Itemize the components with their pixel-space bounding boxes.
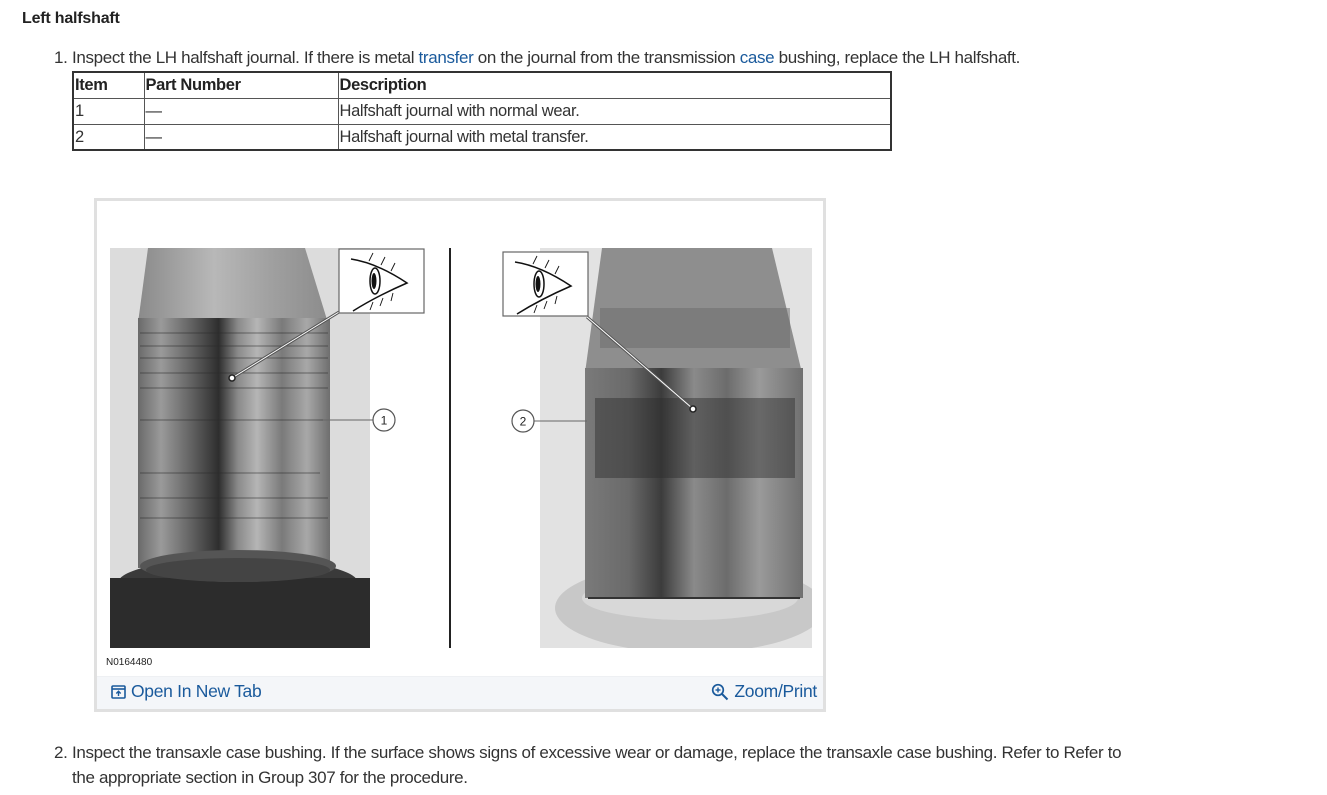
column-header-item: Item: [73, 72, 144, 98]
eye-view-icon: [503, 252, 588, 316]
transfer-link[interactable]: transfer: [418, 48, 474, 67]
open-new-tab-icon: [111, 685, 126, 699]
step-1: [54, 45, 1020, 70]
cell-description: Halfshaft journal with metal transfer.: [338, 124, 891, 150]
step-number: 2.: [54, 743, 68, 762]
svg-text:1: 1: [380, 413, 388, 428]
figure-action-bar: [97, 676, 823, 709]
table-row: [73, 98, 891, 124]
figure-image[interactable]: [97, 201, 823, 676]
step-2: [54, 740, 1234, 790]
zoom-print-label: Zoom/Print: [734, 681, 817, 701]
column-header-description: Description: [338, 72, 891, 98]
cell-description: Halfshaft journal with normal wear.: [338, 98, 891, 124]
table-row: [73, 124, 891, 150]
case-link[interactable]: case: [739, 48, 775, 67]
cell-item: 2: [73, 124, 144, 150]
parts-table: [72, 71, 892, 151]
figure-id: N0164480: [106, 657, 153, 668]
zoom-in-icon: [711, 683, 729, 701]
step-text: on the journal from the transmission: [473, 48, 740, 67]
cell-part-number: —: [144, 124, 338, 150]
cell-part-number: —: [144, 98, 338, 124]
svg-text:2: 2: [519, 414, 527, 429]
cell-item: 1: [73, 98, 144, 124]
step-text: Inspect the transaxle case bushing. If the surface shows signs of excessive wear or damage, replace the transaxle case bushing. Refer to Refer to: [72, 743, 1122, 762]
step-number: 1.: [54, 48, 68, 67]
open-in-new-tab-button[interactable]: [111, 681, 261, 702]
table-header-row: [73, 72, 891, 98]
step-text: bushing, replace the LH halfshaft.: [774, 48, 1021, 67]
zoom-print-button[interactable]: [711, 681, 817, 702]
column-header-part-number: Part Number: [144, 72, 338, 98]
open-in-new-tab-label: Open In New Tab: [131, 681, 262, 701]
callout-overlay: [97, 201, 829, 676]
figure-panel: [94, 198, 826, 712]
step-text-continued: the appropriate section in Group 307 for the procedure.: [72, 768, 468, 787]
step-text: Inspect the LH halfshaft journal. If there is metal: [72, 48, 419, 67]
section-title: Left halfshaft: [22, 10, 120, 27]
eye-view-icon: [339, 249, 424, 313]
